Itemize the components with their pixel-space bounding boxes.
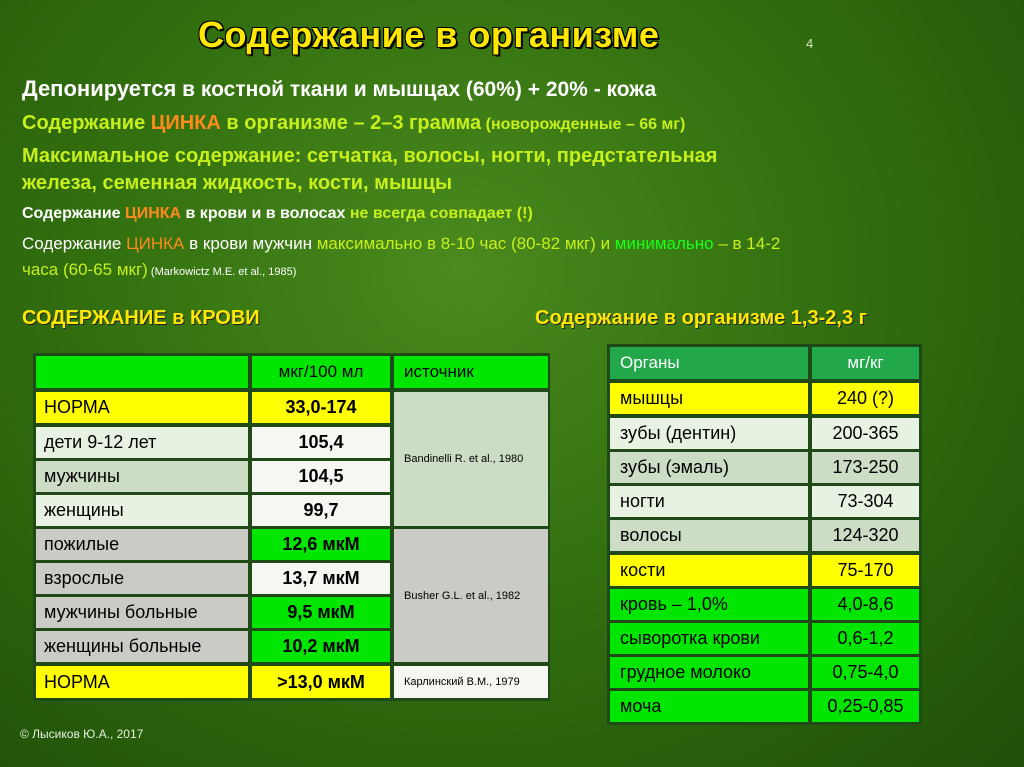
organ-row-label: кости: [610, 555, 808, 586]
blood-row-label: женщины: [36, 495, 248, 526]
zinc-word: ЦИНКА: [125, 205, 182, 222]
organ-row-value: 73-304: [812, 486, 919, 517]
blood-table-header-empty: [36, 356, 248, 388]
zinc-content-amount: в организме – 2–3 грамма: [220, 112, 482, 134]
blood-table-header-unit: мкг/100 мл: [252, 356, 390, 388]
slide-title: Содержание в организме: [198, 14, 660, 55]
organ-row-label: мышцы: [610, 383, 808, 414]
daily-reference: (Markowictz M.E. et al., 1985): [147, 266, 297, 278]
max-content-list-1: сетчатка, волосы, ногти, предстательная: [301, 145, 718, 167]
blood-row-label: дети 9-12 лет: [36, 427, 248, 458]
text-line-daily-1: [22, 234, 780, 254]
organ-row-label: ногти: [610, 486, 808, 517]
blood-section-heading: СОДЕРЖАНИЕ в КРОВИ: [22, 307, 260, 329]
blood-row-label: мужчины больные: [36, 597, 248, 628]
text-line-max-content-2: железа, семенная жидкость, кости, мышцы: [22, 172, 453, 194]
max-content-label: Максимальное содержание:: [22, 145, 302, 167]
organ-row-label: сыворотка крови: [610, 623, 808, 654]
text-line-zinc-content: [22, 112, 685, 135]
organ-row-value: 75-170: [812, 555, 919, 586]
blood-row-label: взрослые: [36, 563, 248, 594]
source-cell-bandinelli: Bandinelli R. et al., 1980: [394, 392, 548, 526]
copyright-note: © Лысиков Ю.А., 2017: [20, 727, 144, 741]
blood-row-value: 33,0-174: [252, 392, 390, 423]
daily-min-value: часа (60-65 мкг): [22, 260, 148, 279]
blood-row-value: 12,6 мкМ: [252, 529, 390, 560]
source-cell-karlinsky: Карлинский В.М., 1979: [394, 666, 548, 698]
source-cell-busher: Busher G.L. et al., 1982: [394, 529, 548, 662]
blood-row-value: 13,7 мкМ: [252, 563, 390, 594]
blood-row-value: 105,4: [252, 427, 390, 458]
text-line-deposition: [22, 76, 656, 102]
organism-section-heading: Содержание в организме 1,3-2,3 г: [535, 307, 867, 329]
organ-row-value: 0,6-1,2: [812, 623, 919, 654]
organ-row-value: 173-250: [812, 452, 919, 483]
blood-row-label: пожилые: [36, 529, 248, 560]
blood-hair-note: не всегда совпадает (!): [349, 205, 533, 222]
deposition-keyword: Депонируется: [22, 76, 177, 101]
organ-row-label: грудное молоко: [610, 657, 808, 688]
organ-row-value: 240 (?): [812, 383, 919, 414]
blood-hair-prefix: Содержание: [22, 205, 126, 222]
deposition-text: в костной ткани и мышцах (60%) + 20% - кожа: [176, 78, 657, 101]
organ-row-label: волосы: [610, 520, 808, 551]
daily-prefix: Содержание: [22, 234, 127, 253]
zinc-content-prefix: Содержание: [22, 112, 151, 134]
organs-header-unit: мг/кг: [812, 347, 919, 379]
organ-row-value: 0,75-4,0: [812, 657, 919, 688]
zinc-content-newborn: (новорожденные – 66 мг): [481, 116, 686, 133]
daily-max: максимально в 8-10 час (80-82 мкг) и: [316, 234, 615, 253]
blood-row-label: женщины больные: [36, 631, 248, 662]
zinc-word: ЦИНКА: [150, 112, 221, 134]
blood-row-value: 104,5: [252, 461, 390, 492]
blood-row-value: 10,2 мкМ: [252, 631, 390, 662]
zinc-word: ЦИНКА: [126, 234, 185, 253]
blood-hair-text: в крови и в волосах: [181, 205, 350, 222]
organ-row-label: моча: [610, 691, 808, 722]
blood-row-value: >13,0 мкМ: [252, 666, 390, 698]
blood-row-label: мужчины: [36, 461, 248, 492]
blood-table-header-source: источник: [394, 356, 548, 388]
daily-min-word: минимально: [614, 234, 714, 253]
text-line-daily-2: [22, 260, 296, 280]
organ-row-label: зубы (дентин): [610, 418, 808, 449]
daily-min-time: – в 14-2: [713, 234, 781, 253]
daily-text: в крови мужчин: [184, 234, 317, 253]
blood-row-label: НОРМА: [36, 392, 248, 423]
blood-row-value: 9,5 мкМ: [252, 597, 390, 628]
organs-header-organ: Органы: [610, 347, 808, 379]
organ-row-label: зубы (эмаль): [610, 452, 808, 483]
blood-row-value: 99,7: [252, 495, 390, 526]
organ-row-value: 200-365: [812, 418, 919, 449]
text-line-max-content-1: [22, 145, 717, 168]
blood-row-label: НОРМА: [36, 666, 248, 698]
organ-row-value: 124-320: [812, 520, 919, 551]
organ-row-label: кровь – 1,0%: [610, 589, 808, 620]
organ-row-value: 4,0-8,6: [812, 589, 919, 620]
slide-number: 4: [806, 36, 814, 51]
text-line-blood-hair: [22, 205, 533, 223]
organ-row-value: 0,25-0,85: [812, 691, 919, 722]
